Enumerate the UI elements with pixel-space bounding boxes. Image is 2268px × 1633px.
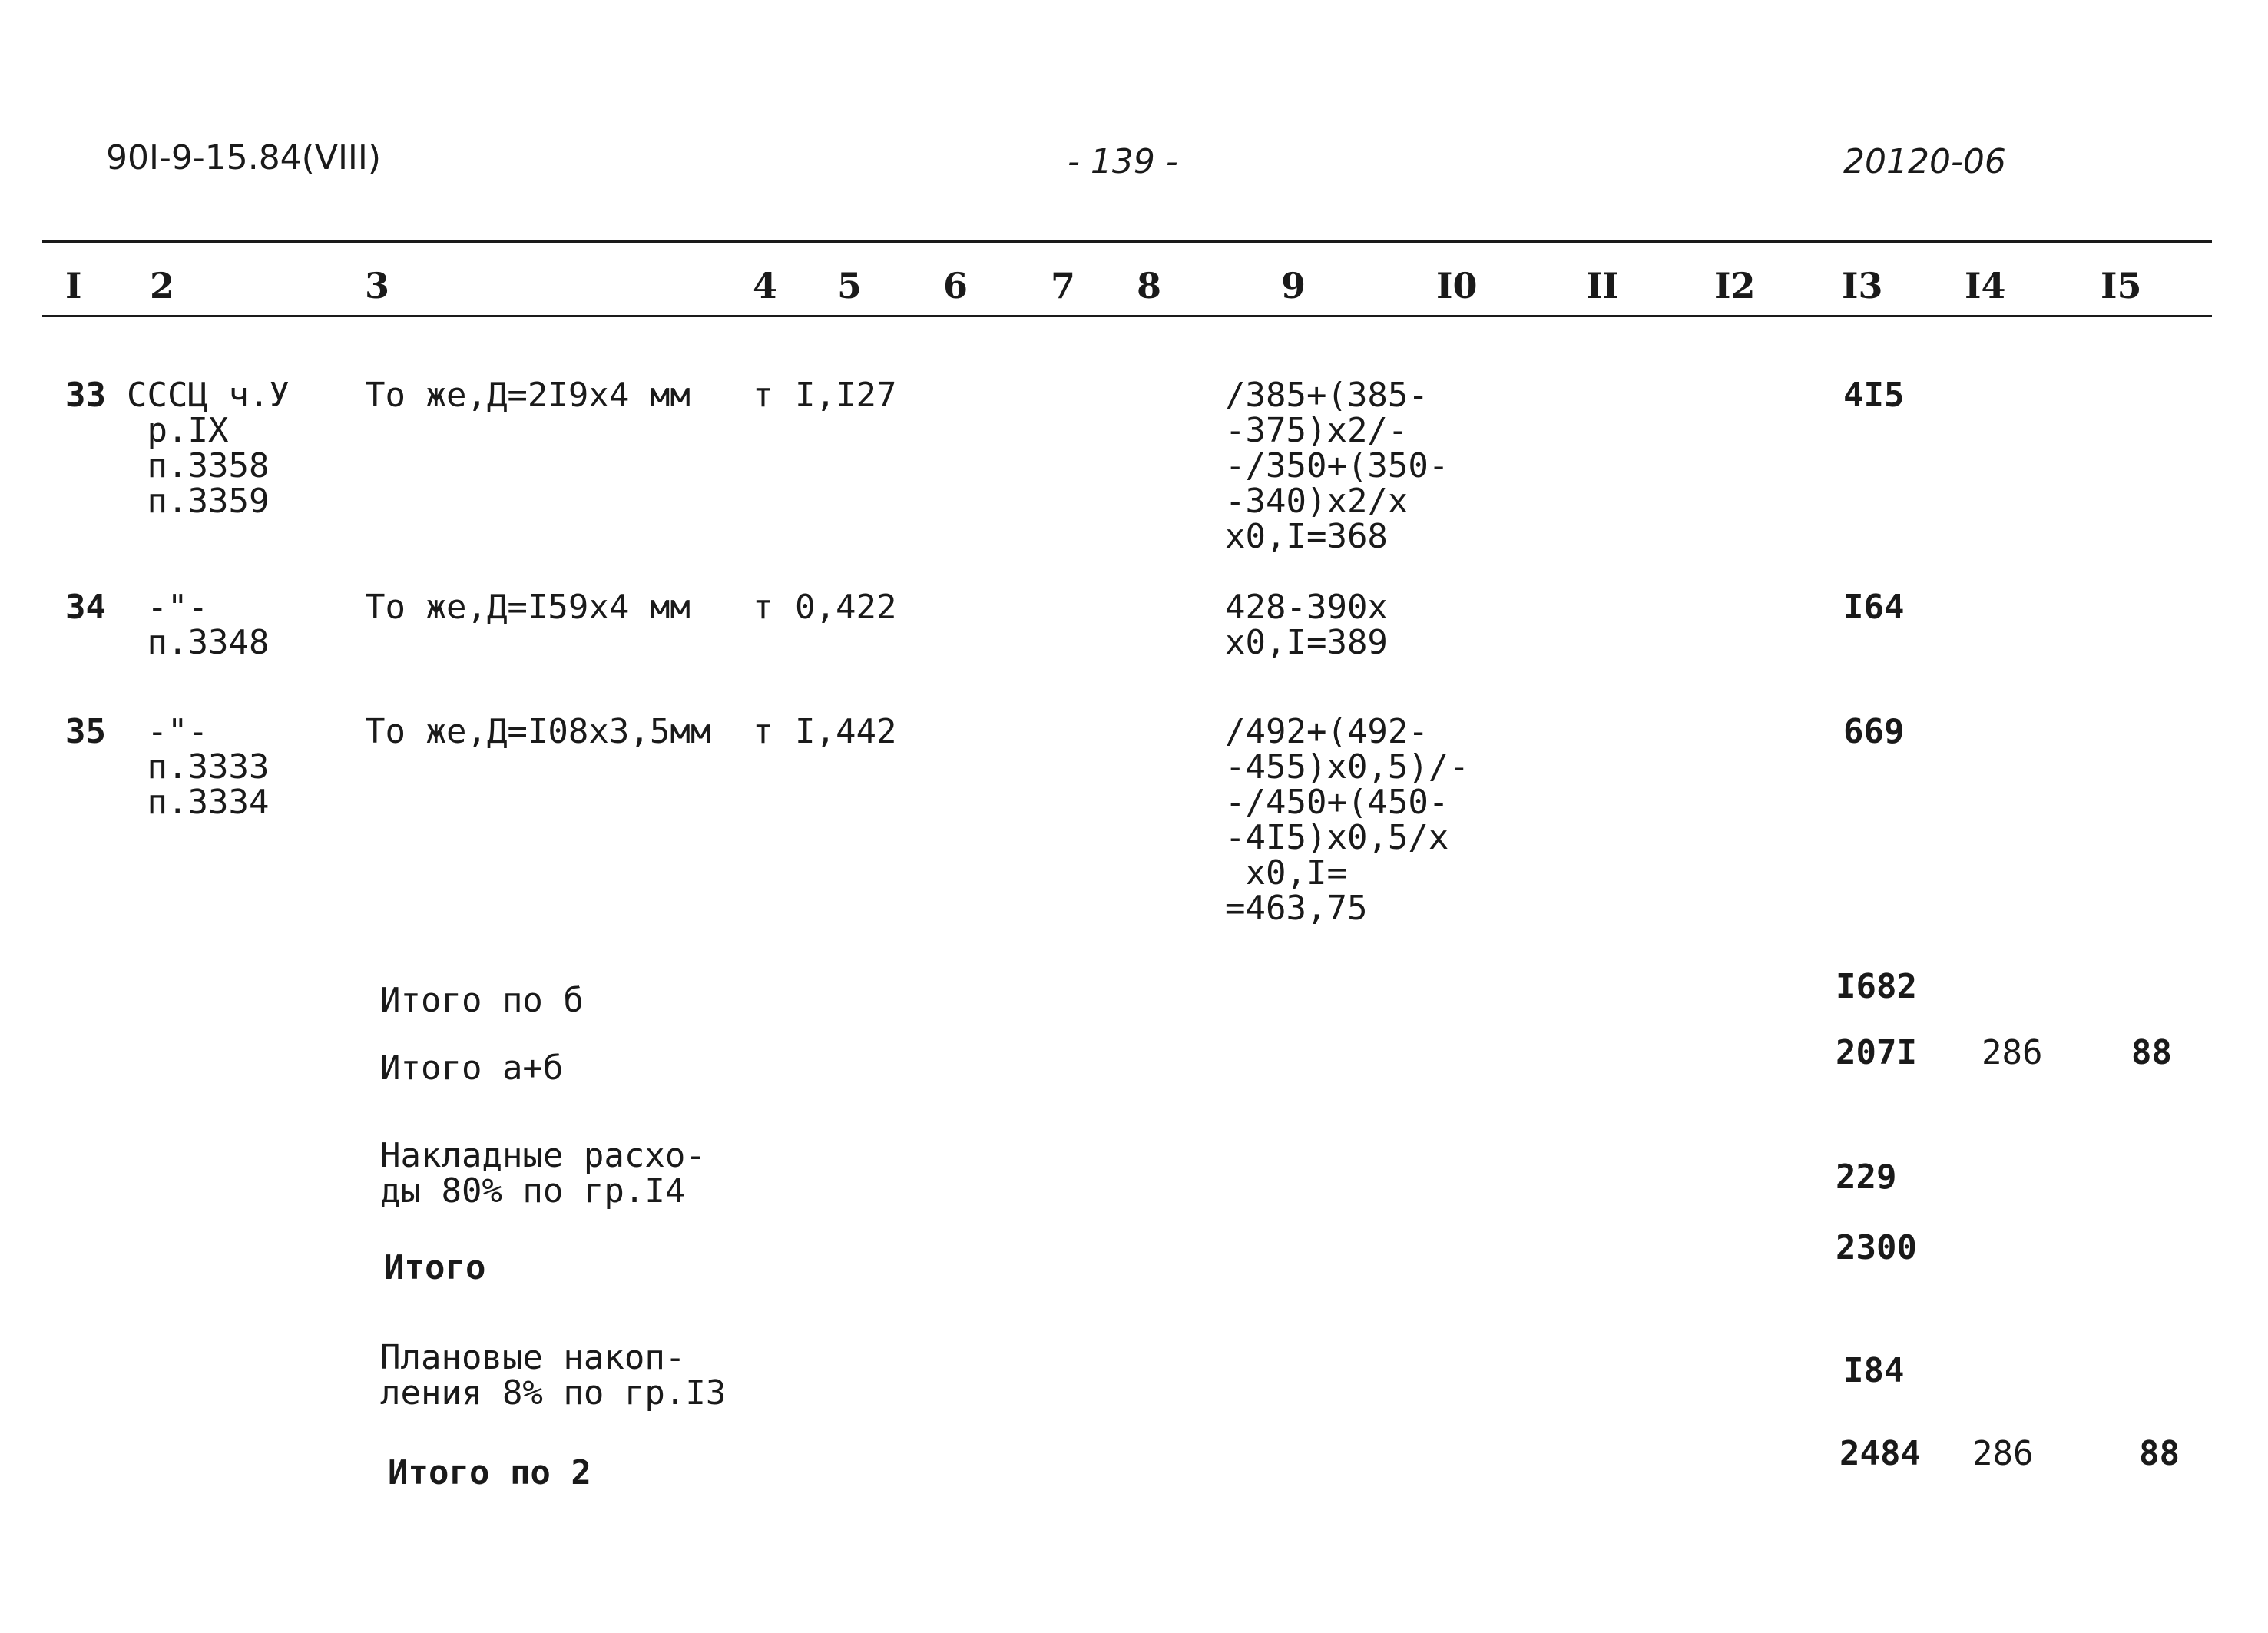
row-item-name: То же,Д=I59х4 мм xyxy=(365,588,690,627)
row-total: 4I5 xyxy=(1843,376,1905,415)
row-item-name: То же,Д=2I9х4 мм xyxy=(365,376,690,415)
column-header: 5 xyxy=(837,265,863,306)
project-number: 20120-06 xyxy=(1843,142,2006,181)
column-header: 2 xyxy=(150,265,175,306)
summary-col13: 229 xyxy=(1836,1158,1897,1197)
summary-col13: I84 xyxy=(1843,1351,1905,1390)
page-number: - 139 - xyxy=(1068,142,1178,181)
row-quantity: I,442 xyxy=(795,712,897,751)
column-header-rule xyxy=(42,315,2212,317)
column-header: I3 xyxy=(1842,265,1883,306)
summary-label: Итого по б xyxy=(380,981,584,1020)
column-header: I5 xyxy=(2101,265,2142,306)
column-header: I0 xyxy=(1436,265,1478,306)
summary-col15: 88 xyxy=(2139,1434,2180,1473)
row-unit: т xyxy=(753,712,773,751)
summary-label: Накладные расхо- ды 80% по гр.I4 xyxy=(380,1136,706,1211)
row-reference: СССЦ ч.У р.IX п.3358 п.3359 xyxy=(127,376,290,521)
column-header: 7 xyxy=(1051,265,1076,306)
row-calculation: /492+(492- -455)х0,5)/- -/450+(450- -4I5)х0,5/х х0,I= =463,75 xyxy=(1225,712,1469,928)
summary-label: Итого по 2 xyxy=(388,1453,591,1492)
row-total: 669 xyxy=(1843,712,1905,751)
row-quantity: 0,422 xyxy=(795,588,897,627)
column-header: 6 xyxy=(943,265,968,306)
row-reference: -"- п.3348 xyxy=(147,588,270,662)
row-number: 34 xyxy=(65,588,106,627)
row-unit: т xyxy=(753,588,773,627)
column-header: 8 xyxy=(1137,265,1162,306)
row-reference: -"- п.3333 п.3334 xyxy=(147,712,270,822)
column-header: I2 xyxy=(1714,265,1756,306)
column-header: 3 xyxy=(365,265,390,306)
row-unit: т xyxy=(753,376,773,415)
summary-col13: 2484 xyxy=(1839,1434,1921,1473)
row-quantity: I,I27 xyxy=(795,376,897,415)
summary-label: Плановые накоп- ления 8% по гр.I3 xyxy=(380,1338,727,1413)
summary-col13: I682 xyxy=(1836,967,1917,1006)
column-header: I xyxy=(65,265,82,306)
summary-col14: 286 xyxy=(1982,1033,2043,1072)
document-code: 90I-9-15.84(VIII) xyxy=(106,138,382,177)
summary-col13: 2300 xyxy=(1836,1228,1917,1267)
table-top-rule xyxy=(42,240,2212,243)
row-item-name: То же,Д=I08х3,5мм xyxy=(365,712,711,751)
column-header: II xyxy=(1586,265,1620,306)
summary-label: Итого xyxy=(384,1248,486,1287)
column-header: 9 xyxy=(1281,265,1306,306)
column-header: I4 xyxy=(1965,265,2006,306)
summary-col13: 207I xyxy=(1836,1033,1917,1072)
summary-col14: 286 xyxy=(1972,1434,2034,1473)
summary-col15: 88 xyxy=(2131,1033,2172,1072)
row-number: 35 xyxy=(65,712,106,751)
row-number: 33 xyxy=(65,376,106,415)
row-total: I64 xyxy=(1843,588,1905,627)
row-calculation: /385+(385- -375)х2/- -/350+(350- -340)х2/х х0,I=368 xyxy=(1225,376,1449,556)
column-header: 4 xyxy=(753,265,778,306)
row-calculation: 428-390х х0,I=389 xyxy=(1225,588,1388,662)
summary-label: Итого а+б xyxy=(380,1048,564,1088)
